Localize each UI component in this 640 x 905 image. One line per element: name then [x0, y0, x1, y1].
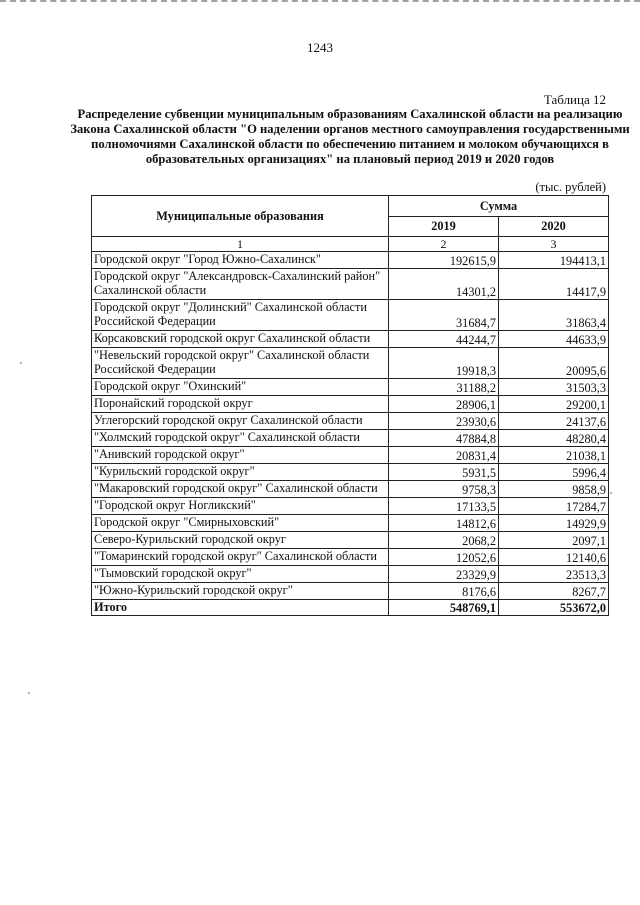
row-municipality: "Томаринский городской округ" Сахалинской области [92, 549, 389, 566]
row-value-2019: 28906,1 [389, 396, 499, 413]
row-value-2019: 8176,6 [389, 583, 499, 600]
row-municipality: "Городской округ Ногликский" [92, 498, 389, 515]
row-municipality: "Макаровский городской округ" Сахалинской области [92, 481, 389, 498]
row-value-2020: 14929,9 [499, 515, 609, 532]
row-municipality: Городской округ "Долинский" Сахалинской области Российской Федерации [92, 300, 389, 331]
table-row [92, 515, 609, 532]
row-municipality: Городской округ "Александровск-Сахалинский район" Сахалинской области [92, 269, 389, 300]
table-row [92, 331, 609, 348]
row-municipality: Поронайский городской округ [92, 396, 389, 413]
row-value-2020: 8267,7 [499, 583, 609, 600]
row-value-2020: 48280,4 [499, 430, 609, 447]
scan-speck [20, 362, 22, 364]
row-value-2019: 20831,4 [389, 447, 499, 464]
total-value-2020: 553672,0 [499, 600, 609, 616]
header-year-2019: 2019 [389, 216, 499, 237]
table-row [92, 300, 609, 331]
row-value-2019: 17133,5 [389, 498, 499, 515]
scan-top-edge [0, 0, 640, 6]
row-municipality: Северо-Курильский городской округ [92, 532, 389, 549]
row-value-2019: 23930,6 [389, 413, 499, 430]
table-row [92, 430, 609, 447]
total-row [92, 600, 609, 616]
table-row [92, 413, 609, 430]
table-body [92, 252, 609, 616]
table-row [92, 498, 609, 515]
row-value-2019: 44244,7 [389, 331, 499, 348]
row-value-2019: 23329,9 [389, 566, 499, 583]
row-value-2020: 31863,4 [499, 300, 609, 331]
row-value-2020: 12140,6 [499, 549, 609, 566]
subsidy-table [91, 195, 609, 616]
row-value-2019: 5931,5 [389, 464, 499, 481]
header-sum: Сумма [389, 196, 609, 217]
row-municipality: "Невельский городской округ" Сахалинской области Российской Федерации [92, 348, 389, 379]
row-value-2019: 31188,2 [389, 379, 499, 396]
row-municipality: "Анивский городской округ" [92, 447, 389, 464]
scan-speck [28, 692, 30, 694]
row-value-2019: 14301,2 [389, 269, 499, 300]
row-value-2020: 9858,9 [499, 481, 609, 498]
table-row [92, 566, 609, 583]
row-municipality: Городской округ "Город Южно-Сахалинск" [92, 252, 389, 269]
table-row [92, 583, 609, 600]
row-value-2020: 24137,6 [499, 413, 609, 430]
row-value-2020: 29200,1 [499, 396, 609, 413]
table-row [92, 464, 609, 481]
row-value-2019: 2068,2 [389, 532, 499, 549]
row-municipality: "Холмский городской округ" Сахалинской области [92, 430, 389, 447]
row-value-2019: 12052,6 [389, 549, 499, 566]
row-value-2019: 31684,7 [389, 300, 499, 331]
table-row [92, 269, 609, 300]
table-row [92, 447, 609, 464]
table-row [92, 481, 609, 498]
row-value-2020: 17284,7 [499, 498, 609, 515]
document-title: Распределение субвенции муниципальным образованиям Сахалинской области на реализацию Закона Сахалинской области "О наделении органов местного самоуправления государственными полномочиями Сахалинской области по обеспечению питанием и молоком обучающихся в образовательных организациях" на плановый период 2019 и 2020 годов [70, 107, 630, 166]
row-value-2019: 9758,3 [389, 481, 499, 498]
row-municipality: "Курильский городской округ" [92, 464, 389, 481]
row-value-2019: 14812,6 [389, 515, 499, 532]
row-value-2020: 23513,3 [499, 566, 609, 583]
row-value-2020: 20095,6 [499, 348, 609, 379]
scan-speck [610, 492, 612, 494]
row-value-2020: 44633,9 [499, 331, 609, 348]
total-label: Итого [92, 600, 389, 616]
row-value-2019: 19918,3 [389, 348, 499, 379]
row-municipality: Корсаковский городской округ Сахалинской области [92, 331, 389, 348]
table-row [92, 348, 609, 379]
table-row [92, 379, 609, 396]
row-municipality: "Южно-Курильский городской округ" [92, 583, 389, 600]
table-label: Таблица 12 [543, 92, 606, 107]
unit-label: (тыс. рублей) [535, 180, 606, 194]
total-value-2019: 548769,1 [389, 600, 499, 616]
row-municipality: "Тымовский городской округ" [92, 566, 389, 583]
row-municipality: Городской округ "Охинский" [92, 379, 389, 396]
row-municipality: Углегорский городской округ Сахалинской области [92, 413, 389, 430]
table-row [92, 532, 609, 549]
row-value-2020: 14417,9 [499, 269, 609, 300]
row-value-2019: 192615,9 [389, 252, 499, 269]
header-year-2020: 2020 [499, 216, 609, 237]
column-number-2: 2 [389, 237, 499, 252]
row-value-2019: 47884,8 [389, 430, 499, 447]
column-number-1: 1 [92, 237, 389, 252]
header-municipality: Муниципальные образования [92, 196, 389, 237]
row-value-2020: 5996,4 [499, 464, 609, 481]
table-row [92, 252, 609, 269]
row-value-2020: 21038,1 [499, 447, 609, 464]
page-number: 1243 [307, 40, 333, 55]
table-row [92, 396, 609, 413]
row-value-2020: 2097,1 [499, 532, 609, 549]
table-row [92, 549, 609, 566]
column-number-3: 3 [499, 237, 609, 252]
row-value-2020: 194413,1 [499, 252, 609, 269]
row-municipality: Городской округ "Смирныховский" [92, 515, 389, 532]
row-value-2020: 31503,3 [499, 379, 609, 396]
